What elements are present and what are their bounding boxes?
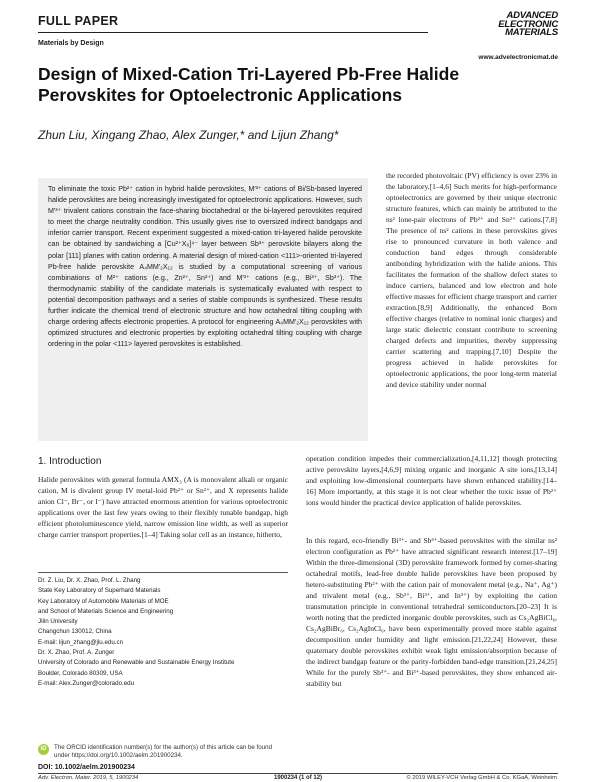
affiliation-line: and School of Materials Science and Engineering	[38, 607, 174, 615]
introduction-text: Halide perovskites with general formula AMX₃ (A is monovalent alkali or organic cation, M is divalent group IV metal-loid Pb²⁺ or Sn²⁺, and X represents halide anion Cl⁻, Br⁻, or I⁻) have attracted enormous attention for various optoelectronic applications over the last few years owing to their flexibly tunable bandgap, high efficient photoluminescence yield, narrow emission line width, as well as superior charge carrier transport properties.[1–4] Taking solar cell as an instance, hitherto,	[38, 475, 288, 539]
affiliation-line: Dr. X. Zhao, Prof. A. Zunger	[38, 649, 115, 657]
orcid-note	[38, 744, 288, 764]
footer-page-number: 1900234 (1 of 12)	[274, 775, 323, 781]
affiliation-line: Dr. Z. Liu, Dr. X. Zhao, Prof. L. Zhang	[38, 577, 141, 584]
introduction-heading: 1. Introduction	[38, 456, 102, 467]
author-list: Zhun Liu, Xingang Zhao, Alex Zunger,* and Lijun Zhang*	[38, 128, 339, 142]
journal-url[interactable]: www.advelectronicmat.de	[478, 54, 558, 61]
page-header	[38, 10, 558, 61]
email-line[interactable]: E-mail: lijun_zhang@jlu.edu.cn	[38, 638, 124, 646]
footer-copyright: © 2019 WILEY-VCH Verlag GmbH & Co. KGaA, Weinheim	[406, 775, 557, 781]
orcid-text[interactable]: The ORCID identification number(s) for the author(s) of this article can be found under https://doi.org/10.1002/aelm.201900234.	[54, 744, 273, 759]
affiliation-line: University of Colorado and Renewable and Sustainable Energy Institute	[38, 659, 235, 667]
affiliation-line: Jilin University	[38, 618, 78, 626]
section-label: Materials by Design	[38, 40, 104, 47]
right-column-bottom-text: In this regard, eco-friendly Bi³⁺- and Sb³⁺-based perovskites with the similar ns² electron configuration as Pb²⁺ have attracted significant research interest.[17–19] Within the three-dimensional (3D) perovskite framework formed by corner-sharing octahedral motifs, lead-free double halide perovskites have been proposed by hetero-substituting Pb²⁺ with the cation pair of monovalent metal (e.g., Na⁺, Ag⁺) and trivalent metal (e.g., Sb³⁺, Bi³⁺, and In³⁺) by exploiting the cation transmutation principle in conventional tetrahedral semiconductors.[20–23] It is worth noting that the predicted inorganic double perovskites, such as Cs₂AgBiCl₆, Cs₂AgBiBr₆, Cs₂AgInCl₆, have been experimentally proved more stable against decomposition under humidity and light emission.[21,22,24] However, these quaternary double perovskites exhibit weak light emission/absorption because of the indirect bandgap feature or the parity-forbidden band-edge transition.[21,24,25] While for the purely Sb³⁺- and Bi³⁺-based perovskites, they show enhanced air-stability but	[306, 536, 557, 688]
affiliations	[38, 577, 288, 690]
header-rule	[38, 32, 428, 33]
email-line[interactable]: E-mail: Alex.Zunger@colorado.edu	[38, 679, 135, 687]
journal-logo: ADVANCED ELECTRONIC MATERIALS	[498, 10, 558, 38]
affiliation-line: Key Laboratory of Automobile Materials of MOE	[38, 597, 169, 605]
footer-citation: Adv. Electron. Mater. 2019, 5, 1900234	[38, 775, 139, 781]
abstract-text: To eliminate the toxic Pb²⁺ cation in hybrid halide perovskites, M′³⁺ cations of Bi/Sb-based layered halide perovskites are being increasingly investigated for optoelectronic applications. However, such M′³⁺ trivalent cations constrain the face-sharing bioctahedral or the bi-layered perovskites required to meet the charge neutrality condition. This usually gives rise to oversized indirect bandgaps and inferior carrier transport. Recent experiment suggested a mixed-cation tri-layered halide perovskite can be obtained by sandwiching a [Cu²⁺X₆]⁴⁻ layer between Sb³⁺ perovskite bilayers along the polar [111] planes with cation ordering. A material design of mixed-cation <111>-oriented tri-layered Pb-free halide perovskite A₄MM′₂X₁₂ is studied by a computational screening of various combinations of M²⁺ cations (e.g., Zn²⁺, Sn²⁺) and M′³⁺ cations (e.g., Bi³⁺, Sb³⁺). The thermodynamic stability of the candidate materials is systematically evaluated with respect to potential decomposition pathways and a series of stable compounds is synthesized. These results further indicate the chemical trend of electronic structure and how octahedral tilting coupling with charge ordering affects electronic properties. A protocol for engineering A₄MM′₂X₁₂ perovskites with optimized structures and electronic properties by exploiting octahedral tilting coupling with charge ordering in the polar <111> layered perovskites is established.	[48, 185, 362, 349]
footer-rule	[38, 773, 558, 774]
right-column-top-text: the recorded photovoltaic (PV) efficiency is over 23% in the laboratory.[1–4,6] Such merits for high-performance optoelectronics are governed by their unique electronic structure features, which can mainly be attributed to the ns² lone-pair electrons of Pb²⁺ and Sn²⁺ cations.[7,8] The presence of ns² cations in these perovskites gives rise to pronounced curvature in both valence and conduction band edges through considerable antibonding hybridization with the halide anions. This facilitates the formation of the shallow defect states to induce carriers, balanced and low electron and hole effective masses for efficient charge transport and carrier extraction.[8,9] Additionally, the enhanced Born effective charges (relative to nominal ionic charges) and large static dielectric constant contribute to screening charged defects and impurities, thereby suppressing carrier scattering and trapping.[7,10] Despite the progress achieved in halide perovskites for optoelectronic applications, the poor long-term material and device stability under normal	[386, 171, 557, 389]
affiliation-line: Changchun 130012, China	[38, 628, 112, 636]
affiliation-line: Boulder, Colorado 80309, USA	[38, 669, 123, 677]
doi-line[interactable]: DOI: 10.1002/aelm.201900234	[38, 764, 135, 771]
right-column-continued-text: operation condition impedes their commercialization,[4,11,12] though protecting active perovskite layers,[4,6,9] mixing organic and inorganic A site ions,[13,14] and exploiting low-dimensional counterparts have shown enhanced stability.[14–16] More importantly, at this stage it is not clear whether the toxic issue of Pb²⁺ ions would hinder the practical device application of halide perovskites.	[306, 454, 557, 507]
article-type-label: FULL PAPER	[38, 14, 119, 28]
affiliation-line: State Key Laboratory of Superhard Materials	[38, 587, 161, 595]
orcid-icon: iD	[38, 744, 49, 755]
abstract-box	[38, 178, 368, 441]
paper-title: Design of Mixed-Cation Tri-Layered Pb-Free Halide Perovskites for Optoelectronic Applications	[38, 64, 460, 105]
affiliation-rule	[38, 572, 288, 573]
